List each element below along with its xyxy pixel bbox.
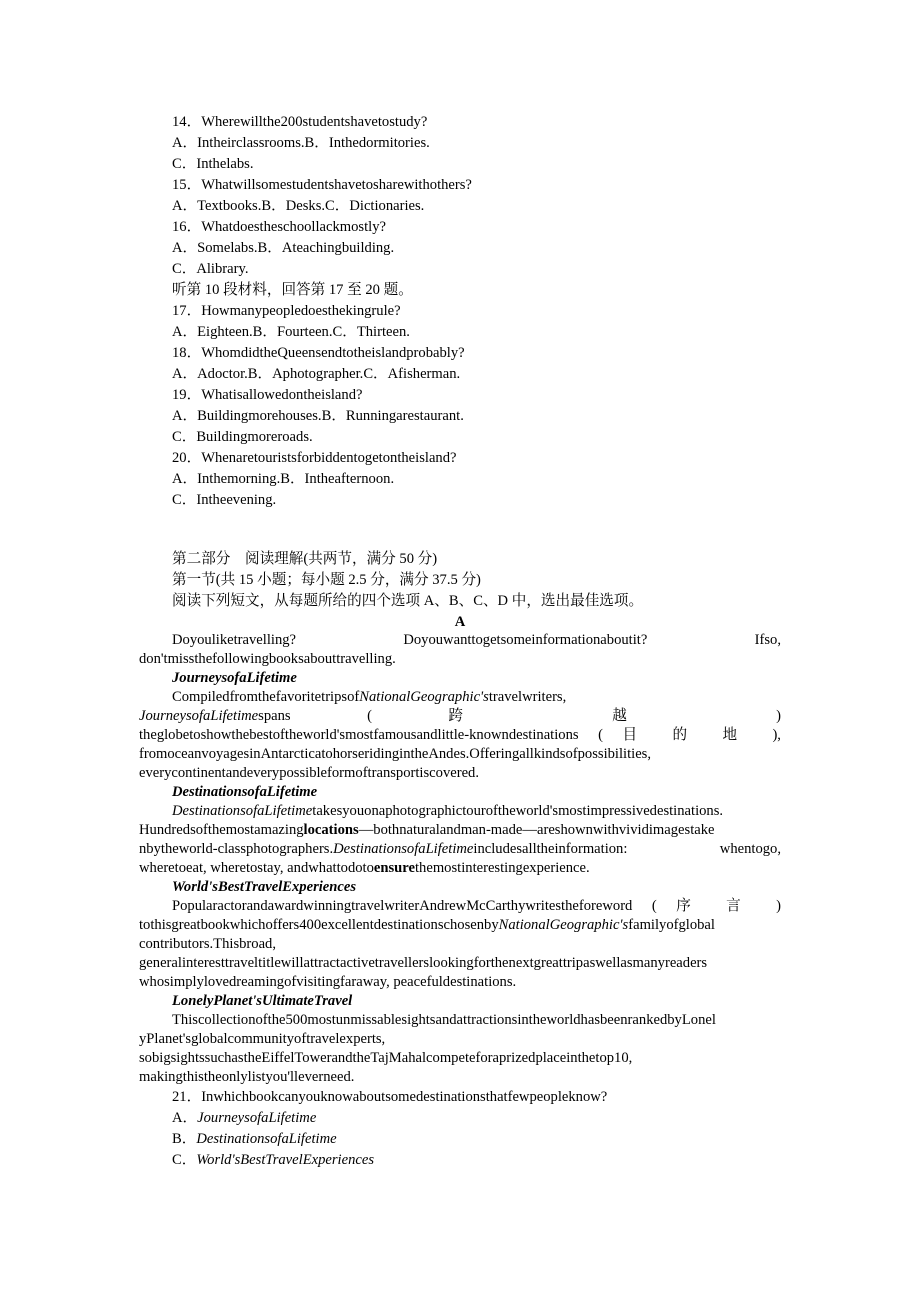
book2-title-ref: DestinationsofaLifetime [172, 803, 313, 819]
reading-instruction: 阅读下列短文，从每题所给的四个选项 A、B、C、D 中，选出最佳选项。 [172, 593, 644, 609]
book4-line-4: makingthistheonlylistyou'lleverneed. [139, 1069, 355, 1085]
book2-text: Hundredsofthemostamazing [139, 822, 304, 838]
intro-part-1: Doyouliketravelling? [172, 632, 297, 648]
question-21-stem: 21．Inwhichbookcanyouknowaboutsomedestinationsthatfewpeopleknow? [172, 1089, 608, 1105]
section-10-instruction: 听第 10 段材料，回答第 17 至 20 题。 [172, 282, 413, 298]
book1-line-3 [139, 726, 781, 745]
gloss-paren: ( [598, 727, 603, 743]
question-21-option-b [139, 1129, 781, 1150]
gloss-paren: ( [651, 898, 657, 914]
question-14-option-c: C．Inthelabs. [172, 156, 254, 172]
question-15-options: A．Textbooks.B．Desks.C．Dictionaries. [172, 198, 425, 214]
question-20-option-c: C．Intheevening. [172, 492, 277, 508]
option-text: JourneysofaLifetime [197, 1110, 317, 1126]
book1-line-1 [139, 688, 781, 707]
book2-text: takesyouonaphotographictouroftheworld'smostimpressivedestinations. [312, 803, 724, 819]
book1-title-ref: JourneysofaLifetime [139, 708, 259, 724]
option-text: World'sBestTravelExperiences [196, 1152, 375, 1168]
passage-label: A [454, 614, 466, 630]
book2-line-4 [139, 859, 781, 878]
question-18-options: A．Adoctor.B．Aphotographer.C．Afisherman. [172, 366, 461, 382]
book1-text: spans [258, 708, 291, 724]
question-18: 18．WhomdidtheQueensendtotheislandprobably? [172, 345, 465, 361]
book3-line-3: contributors.Thisbroad, [139, 936, 276, 952]
part2-header [172, 549, 792, 612]
question-14-options-ab: A．Intheirclassrooms.B．Inthedormitories. [172, 135, 430, 151]
question-19: 19．Whatisallowedontheisland? [172, 387, 363, 403]
book3-line-4: generalinteresttraveltitlewillattractactivetravellerslookingforthenextgreattripaswellasmanyreaders [139, 955, 708, 971]
question-16-option-c: C．Alibrary. [172, 261, 249, 277]
question-17-options: A．Eighteen.B．Fourteen.C．Thirteen. [172, 324, 410, 340]
book4-line-3: sobigsightssuchastheEiffelTowerandtheTajMahalcompeteforaprizedplaceinthetop10, [139, 1050, 633, 1066]
option-label: B． [172, 1131, 197, 1147]
book2-line-1 [139, 802, 781, 821]
book2-line-2 [139, 821, 781, 840]
listening-section [172, 112, 792, 511]
book2-text: themostinterestingexperience. [415, 860, 590, 876]
book3-text: PopularactorandawardwinningtravelwriterAndrewMcCarthywritestheforeword [172, 898, 633, 914]
book2-text: nbytheworld-classphotographers. [139, 841, 334, 857]
book1-title: JourneysofaLifetime [172, 670, 297, 686]
question-14: 14．Wherewillthe200studentshavetostudy? [172, 114, 428, 130]
section1-title: 第一节(共 15 小题；每小题 2.5 分，满分 37.5 分) [172, 572, 481, 588]
book2-title: DestinationsofaLifetime [172, 784, 318, 800]
option-label: A． [172, 1110, 198, 1126]
part2-title: 第二部分 阅读理解(共两节，满分 50 分) [172, 551, 438, 567]
book2-text: —bothnaturalandman-made—areshownwithvividimagestake [358, 822, 715, 838]
book1-text: travelwriters, [488, 689, 567, 705]
gloss-char: 越 [612, 708, 700, 724]
gloss-paren: ( [367, 708, 372, 724]
book1-line-5: everycontinentandeverypossibleformoftransportiscovered. [139, 765, 479, 781]
book3-publisher: NationalGeographic's [498, 917, 629, 933]
book1-text: theglobetoshowthebestoftheworld'smostfamousandlittle-knowndestinations [139, 727, 579, 743]
book3-line-1 [139, 897, 781, 916]
passage-a [139, 631, 781, 1171]
intro-part-2: Doyouwanttogetsomeinformationaboutit? [403, 632, 648, 648]
question-19-option-c: C．Buildingmoreroads. [172, 429, 313, 445]
book3-text: tothisgreatbookwhichoffers400excellentdestinationschosenby [139, 917, 499, 933]
question-16: 16．Whatdoestheschoollackmostly? [172, 219, 386, 235]
gloss-char: 的 [672, 727, 703, 743]
book4-line-2: yPlanet'sglobalcommunityoftravelexperts, [139, 1031, 386, 1047]
book2-text: wheretoeat, wheretostay, andwhattodoto [139, 860, 374, 876]
question-19-options-ab: A．Buildingmorehouses.B．Runningarestaurant. [172, 408, 464, 424]
vocab-locations: locations [303, 822, 359, 838]
book2-text: includesalltheinformation: [473, 841, 628, 857]
book3-line-2 [139, 916, 781, 935]
gloss-char: 地 [722, 727, 753, 743]
intro-part-3: Ifso, [754, 632, 781, 648]
book4-title: LonelyPlanet'sUltimateTravel [172, 993, 353, 1009]
intro-line-1 [139, 631, 781, 650]
option-text: DestinationsofaLifetime [196, 1131, 337, 1147]
option-label: C． [172, 1152, 197, 1168]
book2-line-3 [139, 840, 781, 859]
book1-line-4: fromoceanvoyagesinAntarcticatohorseridingintheAndes.Offeringallkindsofpossibilities, [139, 746, 652, 762]
book3-line-5: whosimplylovedreamingofvisitingfaraway, peacefuldestinations. [139, 974, 517, 990]
book3-title: World'sBestTravelExperiences [172, 879, 357, 895]
book1-publisher: NationalGeographic's [359, 689, 489, 705]
book1-line-2 [139, 707, 781, 726]
gloss-paren: ) [776, 898, 781, 914]
gloss-char: 目 [622, 727, 653, 743]
question-21-option-c [139, 1150, 781, 1171]
gloss-char: 言 [726, 898, 757, 914]
gloss-char: 跨 [448, 708, 536, 724]
question-20-options-ab: A．Inthemorning.B．Intheafternoon. [172, 471, 395, 487]
question-21-option-a [139, 1108, 781, 1129]
question-20: 20．Whenaretouristsforbiddentogetontheisland? [172, 450, 457, 466]
gloss-paren: ) [776, 708, 781, 724]
question-17: 17．Howmanypeopledoesthekingrule? [172, 303, 401, 319]
book3-text: familyofglobal [628, 917, 715, 933]
book1-text: Compiledfromthefavoritetripsof [172, 689, 360, 705]
book4-line-1: Thiscollectionofthe500mostunmissablesightsandattractionsintheworldhasbeenrankedbyLonel [172, 1012, 716, 1028]
vocab-ensure: ensure [373, 860, 415, 876]
intro-line-2: don'tmissthefollowingbooksabouttravelling. [139, 651, 396, 667]
question-16-options-ab: A．Somelabs.B．Ateachingbuilding. [172, 240, 395, 256]
question-15: 15．Whatwillsomestudentshavetosharewithothers? [172, 177, 472, 193]
book2-title-ref: DestinationsofaLifetime [333, 841, 474, 857]
gloss-paren: ), [772, 727, 781, 743]
gloss-char: 序 [676, 898, 707, 914]
book2-text: whentogo, [719, 841, 781, 857]
